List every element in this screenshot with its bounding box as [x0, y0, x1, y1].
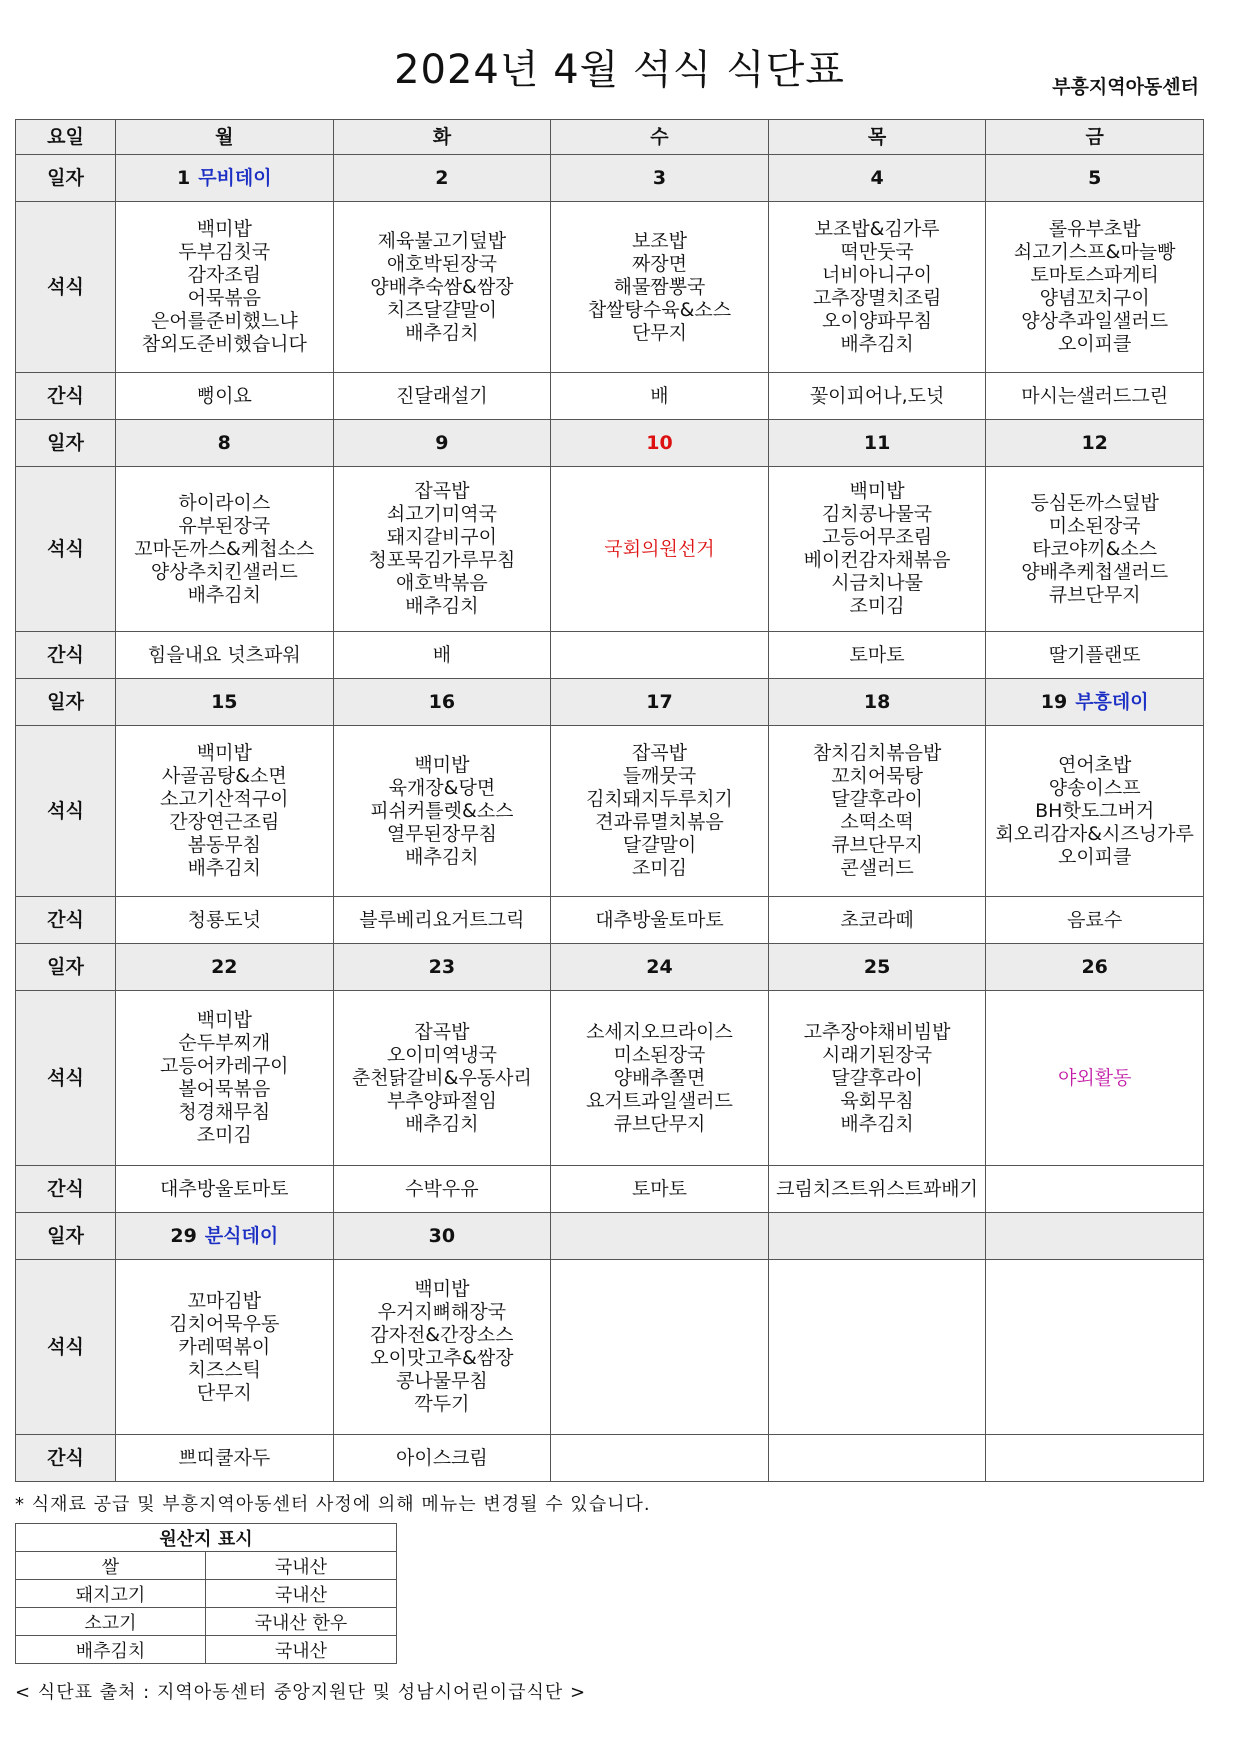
weekday-fri: 금	[986, 120, 1204, 155]
meal-item: 김치콩나물국	[822, 503, 933, 525]
meal-item: 배추김치	[840, 1112, 914, 1135]
date-row	[16, 155, 1204, 202]
meal-item: 순두부찌개	[178, 1032, 271, 1054]
meal-item: 김치돼지두루치기	[586, 788, 733, 810]
meal-item: 견과류멸치볶음	[595, 811, 724, 833]
meal-cell	[333, 202, 551, 373]
snack-cell: 수박우유	[333, 1166, 551, 1213]
meal-item: 달걀후라이	[831, 1066, 923, 1089]
meal-row	[16, 202, 1204, 373]
snack-cell: 진달래설기	[333, 373, 551, 420]
meal-item: 유부된장국	[178, 514, 271, 537]
meal-item: 보조밥	[631, 229, 688, 252]
meal-item: 양상추치킨샐러드	[150, 560, 298, 583]
meal-item: 애호박된장국	[386, 252, 497, 275]
meal-item: 콘샐러드	[840, 857, 914, 879]
weekday-tue: 화	[333, 120, 551, 155]
event-label: 분식데이	[204, 1224, 279, 1247]
date-cell	[551, 420, 769, 467]
meal-item: 어묵볶음	[187, 287, 261, 309]
meal-item: 감자조림	[187, 264, 261, 286]
meal-item: 양송이스프	[1048, 776, 1141, 799]
meal-cell	[551, 202, 769, 373]
meal-item: 콩나물무침	[396, 1370, 488, 1392]
snack-row	[16, 897, 1204, 944]
meal-cell	[551, 467, 769, 632]
meal-cell	[986, 726, 1204, 897]
meal-item: 감자전&간장소스	[370, 1324, 514, 1346]
origin-item: 소고기	[16, 1608, 206, 1636]
meal-item: 달걀후라이	[831, 788, 923, 810]
meal-cell	[768, 202, 986, 373]
snack-cell: 블루베리요거트그릭	[333, 897, 551, 944]
menu-table	[15, 119, 1204, 1482]
meal-item: 시래기된장국	[822, 1043, 933, 1066]
snack-cell: 대추방울토마토	[551, 897, 769, 944]
meal-item: 달걀말이	[622, 834, 697, 856]
snack-cell	[551, 1435, 769, 1482]
meal-cell	[333, 726, 551, 897]
snack-cell: 크림치즈트위스트꽈배기	[768, 1166, 986, 1213]
meal-item: 고등어무조림	[822, 526, 933, 548]
origin-item: 배추김치	[16, 1636, 206, 1664]
date-row-label: 일자	[16, 420, 116, 467]
snack-cell	[551, 632, 769, 679]
meal-item: 열무된장무침	[386, 822, 497, 845]
event-label: 부흥데이	[1075, 690, 1149, 713]
meal-row-label: 석식	[16, 202, 116, 373]
date-cell	[116, 1213, 334, 1260]
snack-cell: 꽃이피어나,도넛	[768, 373, 986, 420]
meal-item: 김치어묵우동	[169, 1312, 280, 1335]
meal-item: 고추장멸치조림	[812, 287, 942, 309]
meal-item: 양배추케첩샐러드	[1021, 560, 1169, 583]
date-cell	[551, 944, 769, 991]
date-row	[16, 679, 1204, 726]
date-cell	[333, 420, 551, 467]
meal-cell	[986, 202, 1204, 373]
meal-item: 양배추쫄면	[613, 1066, 706, 1089]
meal-item: 쇠고기스프&마늘빵	[1013, 241, 1176, 263]
meal-item: 찹쌀탕수육&소스	[587, 298, 732, 321]
meal-cell	[986, 991, 1204, 1166]
center-name: 부흥지역아동센터	[1052, 76, 1199, 98]
date-number: 3	[652, 166, 667, 189]
date-row	[16, 1213, 1204, 1260]
meal-item: 오이피클	[1057, 333, 1132, 355]
snack-row	[16, 632, 1204, 679]
meal-item: 백미밥	[414, 753, 470, 776]
origin-country: 국내산	[206, 1552, 397, 1580]
meal-row-label: 석식	[16, 1260, 116, 1435]
meal-item: 쇠고기미역국	[386, 503, 497, 525]
meal-cell	[116, 726, 334, 897]
weekday-mon: 월	[116, 120, 334, 155]
weekday-thu: 목	[768, 120, 986, 155]
meal-item: 사골곰탕&소면	[161, 765, 287, 787]
meal-item: 단무지	[196, 1381, 252, 1404]
meal-item: 치즈달걀말이	[386, 298, 497, 321]
meal-item: 보조밥&김가루	[814, 218, 940, 240]
meal-item: 춘천닭갈비&우동사리	[351, 1066, 532, 1089]
meal-item: 백미밥	[196, 1009, 252, 1031]
meal-item: 롤유부초밥	[1048, 218, 1141, 240]
snack-row-label: 간식	[16, 1166, 116, 1213]
date-cell	[116, 420, 334, 467]
origin-table	[15, 1523, 397, 1664]
meal-item: 백미밥	[196, 218, 252, 240]
weekday-header-row	[16, 120, 1204, 155]
meal-item: 큐브단무지	[1048, 583, 1141, 606]
date-cell	[986, 679, 1204, 726]
meal-row-label: 석식	[16, 467, 116, 632]
meal-item: 꼬마김밥	[187, 1289, 261, 1312]
date-cell	[116, 944, 334, 991]
meal-cell	[768, 1260, 986, 1435]
date-number: 1	[176, 166, 191, 189]
meal-item: 등심돈까스덮밥	[1030, 491, 1159, 514]
date-cell	[551, 679, 769, 726]
snack-cell: 뻥이요	[116, 373, 334, 420]
meal-cell	[551, 1260, 769, 1435]
date-number: 16	[428, 690, 456, 713]
date-cell	[768, 944, 986, 991]
meal-item: 참치김치볶음밥	[812, 742, 942, 764]
menu-source: < 식단표 출처 : 지역아동센터 중앙지원단 및 성남시어린이급식단 >	[15, 1682, 587, 1703]
meal-item: 피쉬커틀렛&소스	[370, 799, 514, 822]
meal-cell	[768, 726, 986, 897]
meal-item: 제육불고기덮밥	[377, 229, 507, 252]
date-number: 15	[211, 690, 238, 713]
date-cell	[551, 155, 769, 202]
meal-item: 해물짬뽕국	[613, 275, 706, 298]
date-row	[16, 944, 1204, 991]
meal-row	[16, 467, 1204, 632]
meal-item: 연어초밥	[1057, 753, 1132, 776]
meal-item: 하이라이스	[178, 491, 271, 514]
date-number: 12	[1081, 431, 1108, 454]
date-number: 30	[428, 1224, 456, 1247]
snack-cell	[986, 1435, 1204, 1482]
date-number: 29	[170, 1224, 197, 1247]
snack-cell: 배	[551, 373, 769, 420]
meal-cell	[116, 202, 334, 373]
meal-item: 참외도준비했습니다	[141, 333, 307, 355]
origin-row	[16, 1552, 397, 1580]
meal-item: 치즈스틱	[187, 1358, 261, 1381]
date-cell	[768, 679, 986, 726]
meal-item: 꼬마돈까스&케첩소스	[134, 537, 315, 560]
date-cell	[768, 155, 986, 202]
meal-item: 돼지갈비구이	[386, 526, 497, 548]
meal-item: 오이맛고추&쌈장	[370, 1347, 514, 1369]
date-number: 5	[1088, 166, 1102, 189]
snack-row-label: 간식	[16, 632, 116, 679]
meal-item: 오이피클	[1057, 845, 1132, 868]
date-cell	[333, 155, 551, 202]
snack-cell: 아이스크림	[333, 1435, 551, 1482]
meal-item: 배추김치	[405, 595, 479, 617]
date-row	[16, 420, 1204, 467]
snack-row-label: 간식	[16, 1435, 116, 1482]
meal-item: 미소된장국	[1048, 514, 1141, 537]
meal-item: 우거지뼈해장국	[377, 1301, 507, 1323]
date-number: 4	[870, 166, 884, 189]
origin-country: 국내산	[206, 1580, 397, 1608]
date-row-label: 일자	[16, 1213, 116, 1260]
meal-item: 백미밥	[414, 1278, 470, 1300]
outdoor-activity-label: 야외활동	[1057, 1066, 1132, 1089]
date-cell	[551, 1213, 769, 1260]
meal-row	[16, 726, 1204, 897]
snack-cell: 쁘띠쿨자두	[116, 1435, 334, 1482]
date-cell	[986, 1213, 1204, 1260]
origin-country: 국내산 한우	[206, 1608, 397, 1636]
snack-cell: 청룡도넛	[116, 897, 334, 944]
snack-cell: 토마토	[768, 632, 986, 679]
snack-cell: 배	[333, 632, 551, 679]
date-number: 17	[646, 690, 673, 713]
meal-item: 배추김치	[405, 321, 479, 344]
meal-cell	[986, 1260, 1204, 1435]
meal-item: 소떡소떡	[840, 811, 914, 833]
meal-item: 깍두기	[414, 1393, 470, 1415]
meal-item: 간장연근조림	[169, 811, 280, 833]
date-number: 10	[646, 431, 673, 454]
snack-row-label: 간식	[16, 373, 116, 420]
meal-item: 조미김	[631, 857, 688, 879]
meal-item: 볼어묵볶음	[178, 1078, 271, 1100]
meal-item: 잡곡밥	[631, 742, 688, 764]
meal-item: 타코야끼&소스	[1032, 537, 1158, 560]
meal-item: 조미김	[849, 595, 905, 617]
meal-item: 청경채무침	[178, 1101, 271, 1123]
meal-item: 큐브단무지	[831, 834, 923, 856]
meal-item: 배추김치	[840, 333, 914, 355]
weekday-header-label: 요일	[16, 120, 116, 155]
event-label: 무비데이	[198, 166, 272, 189]
meal-item: 소세지오므라이스	[586, 1020, 733, 1043]
meal-item: 고등어카레구이	[160, 1055, 289, 1077]
meal-item: 떡만둣국	[840, 241, 914, 263]
meal-item: 배추김치	[187, 583, 261, 606]
date-cell	[986, 420, 1204, 467]
date-cell	[116, 155, 334, 202]
meal-cell	[768, 467, 986, 632]
snack-cell	[768, 1435, 986, 1482]
menu-change-note: * 식재료 공급 및 부흥지역아동센터 사정에 의해 메뉴는 변경될 수 있습니다.	[15, 1494, 651, 1515]
meal-item: 조미김	[196, 1124, 252, 1146]
meal-cell	[551, 991, 769, 1166]
date-cell	[768, 420, 986, 467]
meal-cell	[333, 1260, 551, 1435]
date-number: 25	[863, 955, 891, 978]
page-title: 2024년 4월 석식 식단표	[394, 47, 845, 93]
meal-item: BH핫도그버거	[1035, 799, 1155, 822]
meal-cell	[333, 991, 551, 1166]
origin-row	[16, 1580, 397, 1608]
meal-cell	[333, 467, 551, 632]
meal-item: 부추양파절임	[386, 1089, 497, 1112]
snack-cell: 음료수	[986, 897, 1204, 944]
meal-item: 베이컨감자채볶음	[803, 549, 951, 571]
meal-cell	[116, 467, 334, 632]
meal-item: 백미밥	[196, 742, 252, 764]
meal-cell	[551, 726, 769, 897]
date-number: 9	[435, 431, 449, 454]
snack-cell: 마시는샐러드그린	[986, 373, 1204, 420]
meal-item: 잡곡밥	[414, 480, 470, 502]
date-row-label: 일자	[16, 155, 116, 202]
origin-row	[16, 1636, 397, 1664]
meal-item: 봄동무침	[187, 834, 261, 856]
meal-item: 시금치나물	[831, 572, 923, 594]
date-cell	[333, 944, 551, 991]
meal-row-label: 석식	[16, 991, 116, 1166]
date-number: 22	[211, 955, 238, 978]
snack-cell: 힘을내요 넛츠파워	[116, 632, 334, 679]
meal-cell	[768, 991, 986, 1166]
meal-item: 소고기산적구이	[160, 788, 289, 810]
meal-item: 배추김치	[405, 845, 479, 868]
date-number: 23	[428, 955, 456, 978]
snack-cell: 토마토	[551, 1166, 769, 1213]
date-number: 18	[863, 690, 891, 713]
meal-item: 배추김치	[405, 1112, 479, 1135]
origin-country: 국내산	[206, 1636, 397, 1664]
snack-row	[16, 373, 1204, 420]
meal-cell	[116, 1260, 334, 1435]
date-number: 19	[1040, 690, 1068, 713]
meal-item: 고추장야채비빔밥	[803, 1020, 951, 1043]
snack-cell: 딸기플랜또	[986, 632, 1204, 679]
origin-row	[16, 1608, 397, 1636]
meal-item: 단무지	[631, 321, 688, 344]
meal-item: 청포묵김가루무침	[368, 549, 516, 571]
date-cell	[986, 155, 1204, 202]
date-number: 2	[435, 166, 449, 189]
meal-item: 큐브단무지	[613, 1112, 706, 1135]
meal-row-label: 석식	[16, 726, 116, 897]
meal-item: 꼬치어묵탕	[831, 765, 923, 787]
snack-row	[16, 1435, 1204, 1482]
date-number: 26	[1081, 955, 1108, 978]
date-row-label: 일자	[16, 679, 116, 726]
date-cell	[116, 679, 334, 726]
date-cell	[986, 944, 1204, 991]
meal-item: 잡곡밥	[414, 1020, 470, 1043]
meal-item: 토마토스파게티	[1030, 264, 1159, 286]
date-number: 11	[863, 431, 891, 454]
meal-item: 미소된장국	[613, 1043, 706, 1066]
meal-item: 오이미역냉국	[386, 1043, 497, 1066]
date-row-label: 일자	[16, 944, 116, 991]
weekday-wed: 수	[551, 120, 769, 155]
date-cell	[333, 1213, 551, 1260]
meal-item: 두부김칫국	[178, 241, 271, 263]
meal-item: 백미밥	[849, 480, 905, 502]
date-number: 24	[646, 955, 673, 978]
meal-cell	[116, 991, 334, 1166]
meal-item: 카레떡볶이	[178, 1335, 271, 1358]
meal-item: 요거트과일샐러드	[586, 1089, 733, 1112]
meal-item: 육회무침	[840, 1089, 914, 1112]
meal-item: 애호박볶음	[396, 572, 488, 594]
origin-item: 돼지고기	[16, 1580, 206, 1608]
snack-cell: 초코라떼	[768, 897, 986, 944]
date-cell	[333, 679, 551, 726]
holiday-label: 국회의원선거	[604, 537, 715, 560]
meal-item: 회오리감자&시즈닝가루	[995, 822, 1194, 845]
meal-item: 오이양파무침	[822, 310, 933, 332]
meal-item: 양념꼬치구이	[1039, 287, 1150, 309]
meal-item: 육개장&당면	[388, 776, 496, 799]
meal-row	[16, 991, 1204, 1166]
meal-item: 양배추숙쌈&쌈장	[370, 275, 514, 298]
snack-cell	[986, 1166, 1204, 1213]
meal-item: 너비아니구이	[822, 264, 933, 286]
meal-item: 양상추과일샐러드	[1021, 310, 1169, 332]
date-number: 8	[217, 431, 231, 454]
meal-item: 들깨뭇국	[622, 765, 697, 787]
meal-cell	[986, 467, 1204, 632]
origin-item: 쌀	[16, 1552, 206, 1580]
snack-row-label: 간식	[16, 897, 116, 944]
meal-item: 짜장면	[631, 252, 688, 275]
meal-item: 은어를준비했느냐	[150, 310, 298, 332]
origin-title: 원산지 표시	[16, 1524, 397, 1552]
meal-item: 배추김치	[187, 857, 261, 879]
date-cell	[768, 1213, 986, 1260]
meal-row	[16, 1260, 1204, 1435]
snack-cell: 대추방울토마토	[116, 1166, 334, 1213]
snack-row	[16, 1166, 1204, 1213]
